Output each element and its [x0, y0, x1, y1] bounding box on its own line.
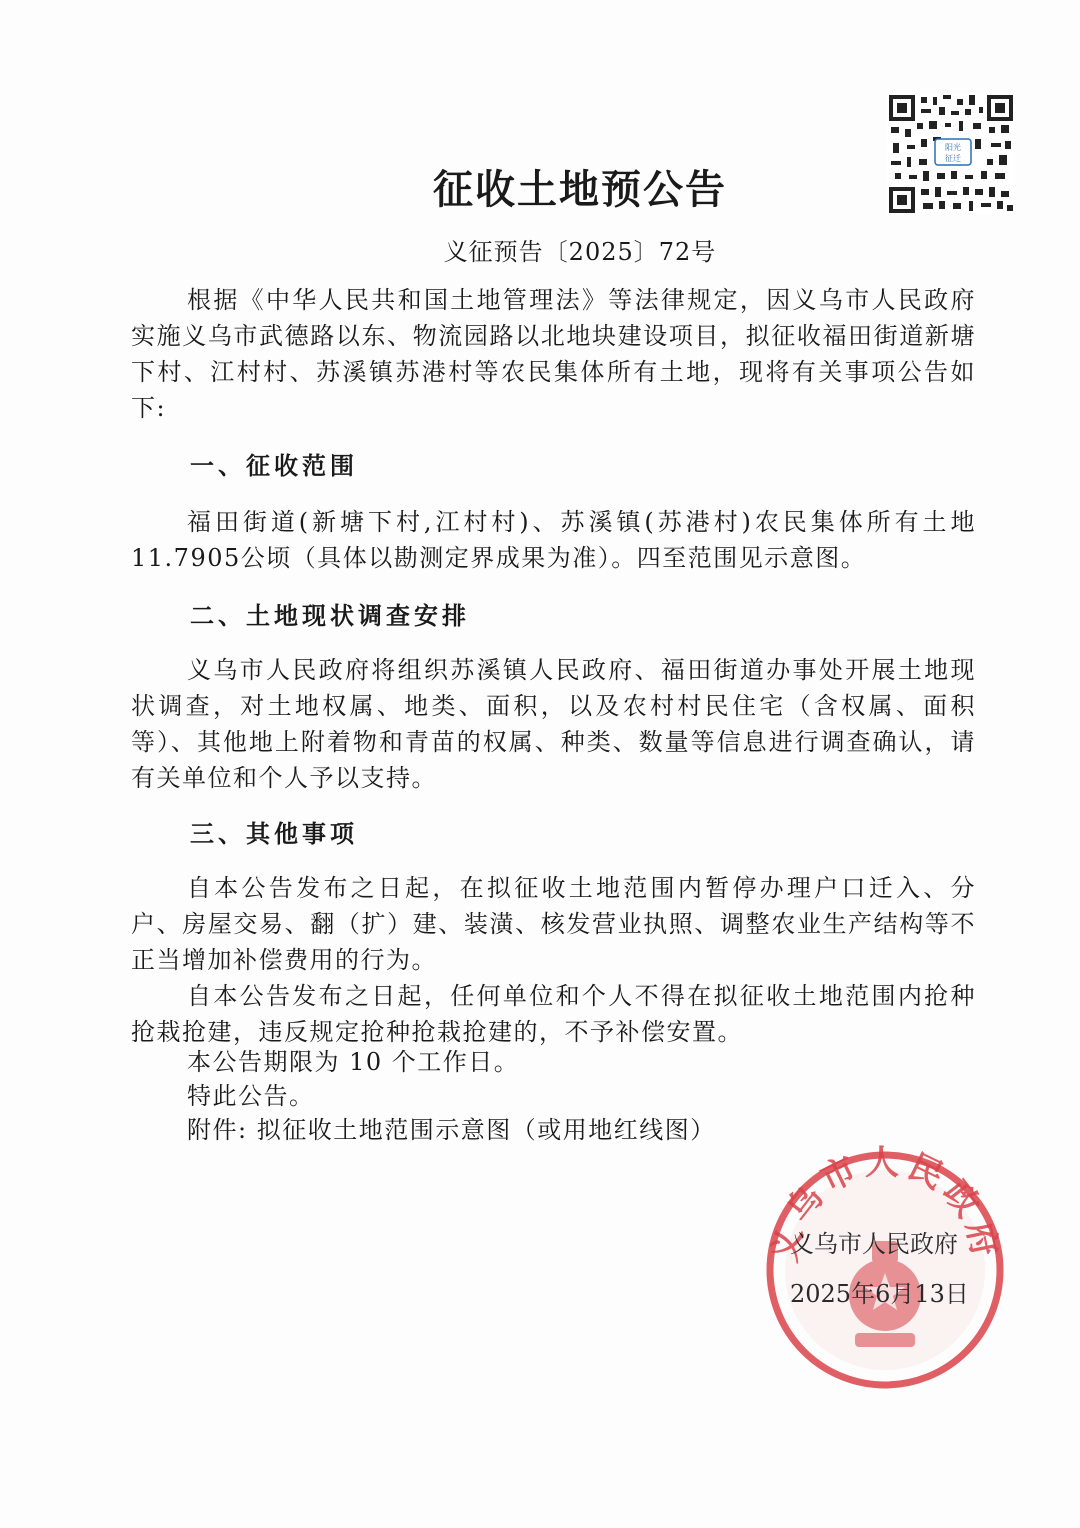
section-1-text: 福田街道(新塘下村,江村村)、苏溪镇(苏港村)农民集体所有土地11.7905公顷（具体以勘测定界成果为准）。四至范围见示意图。: [131, 508, 976, 572]
issue-date: 2025年6月13日: [790, 1280, 969, 1308]
document-number: 义征预告〔2025〕72号: [443, 238, 717, 266]
intro-paragraph: 根据《中华人民共和国土地管理法》等法律规定，因义乌市人民政府实施义乌市武德路以东、物流园路以北地块建设项目，拟征收福田街道新塘下村、江村村、苏溪镇苏港村等农民集体所有土地，现将有关事项公告如下:: [131, 286, 976, 422]
official-seal-icon: [760, 1145, 1010, 1395]
section-1-heading: 一、征收范围: [190, 452, 358, 480]
qr-badge-label-2: 征迁: [945, 154, 961, 163]
qr-badge-label-1: 阳光: [945, 143, 961, 152]
seal-text: 义乌市人民政府: [764, 1145, 1006, 1266]
period-line: 本公告期限为 10 个工作日。: [187, 1048, 520, 1076]
section-2-heading: 二、土地现状调查安排: [190, 602, 470, 630]
section-3-paragraph-1: 自本公告发布之日起，在拟征收土地范围内暂停办理户口迁入、分户、房屋交易、翻（扩）建、装潢、核发营业执照、调整农业生产结构等不正当增加补偿费用的行为。: [131, 874, 976, 974]
issuer-name: 义乌市人民政府: [790, 1230, 958, 1258]
section-3-paragraph-2: 自本公告发布之日起，任何单位和个人不得在拟征收土地范围内抢种抢栽抢建，违反规定抢种抢栽抢建的，不予补偿安置。: [131, 982, 976, 1046]
section-3-heading: 三、其他事项: [190, 820, 358, 848]
closing-line: 特此公告。: [187, 1082, 315, 1110]
section-2-text: 义乌市人民政府将组织苏溪镇人民政府、福田街道办事处开展土地现状调查，对土地权属、地类、面积，以及农村村民住宅（含权属、面积等）、其他地上附着物和青苗的权属、种类、数量等信息进行调查确认，请有关单位和个人予以支持。: [131, 656, 976, 792]
attachment-line: 附件: 拟征收土地范围示意图（或用地红线图）: [187, 1116, 716, 1144]
document-title: 征收土地预公告: [433, 167, 727, 213]
